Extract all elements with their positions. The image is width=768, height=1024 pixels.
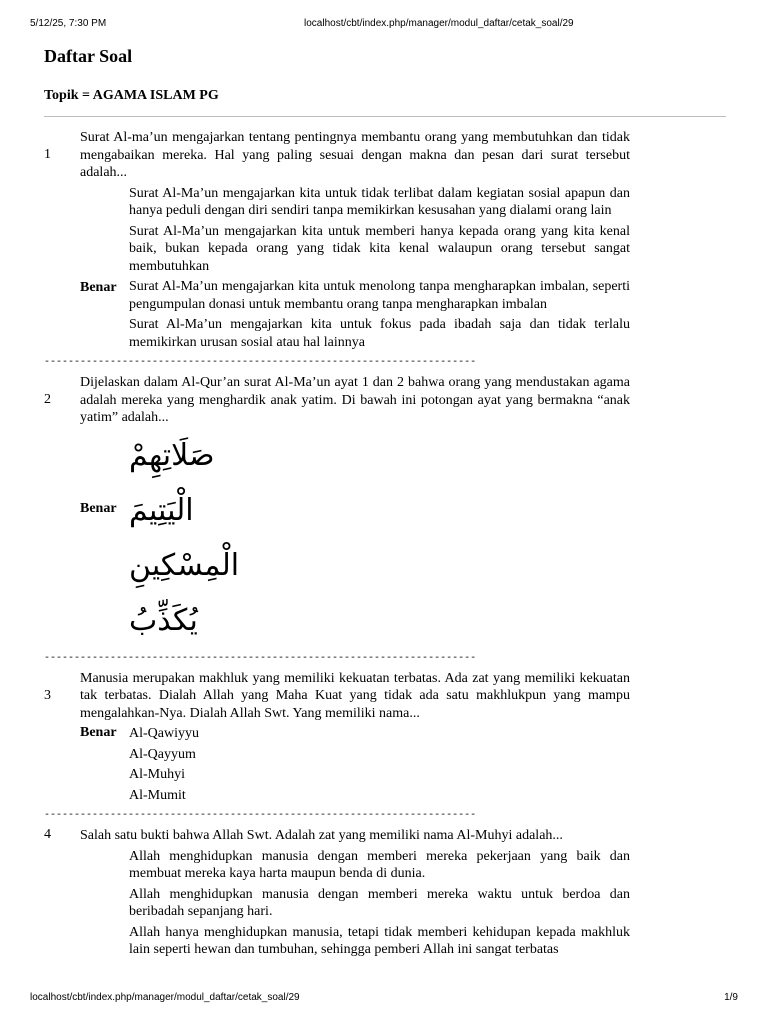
option [44, 540, 730, 592]
correct-label: Benar [80, 500, 117, 516]
footer-url: localhost/cbt/index.php/manager/modul_daftar/cetak_soal/29 [30, 992, 300, 1003]
option [44, 924, 730, 959]
option-text: Allah menghidupkan manusia dengan memberi mereka waktu untuk berdoa dan beribadah sepanjang hari. [129, 886, 630, 919]
question-text: Salah satu bukti bahwa Allah Swt. Adalah zat yang memiliki nama Al-Muhyi adalah... [80, 828, 563, 843]
question-number: 3 [44, 687, 51, 703]
arabic-calligraphy-image [129, 430, 229, 482]
option-correct [44, 485, 730, 537]
option-text: Allah hanya menghidupkan manusia, tetapi tidak memberi kehidupan kepada makhluk lain seperti hewan dan tumbuhan, sehingga pemberi Allah ini sangat terbatas [129, 924, 630, 957]
document-body [44, 40, 730, 959]
option [44, 316, 730, 351]
separator: ------------------------------------------------------------------------ [44, 810, 477, 821]
arabic-text: الْيَتِيمَ [129, 493, 194, 528]
option-correct [44, 725, 730, 743]
correct-label: Benar [80, 725, 117, 740]
option [44, 185, 730, 220]
option-text: Surat Al-Ma’un mengajarkan kita untuk fokus pada ibadah saja dan tidak terlalu memikirkan urusan sosial atau hal lainnya [129, 317, 630, 350]
print-url: localhost/cbt/index.php/manager/modul_daftar/cetak_soal/29 [304, 18, 574, 29]
question-text: Manusia merupakan makhluk yang memiliki kekuatan terbatas. Ada zat yang memiliki kekuatan tak terbatas. Dialah Allah yang Maha Kuat yang tidak ada satu makhlukpun yang mampu mengalahkan-Nya. Dialah Allah Swt. Yang memiliki nama... [80, 670, 630, 721]
option [44, 848, 730, 883]
separator: ------------------------------------------------------------------------ [44, 652, 477, 664]
page-number: 1/9 [724, 992, 738, 1003]
question-3 [44, 670, 730, 805]
option-text: Al-Qawiyyu [129, 726, 199, 741]
option [44, 746, 730, 764]
option-text: Surat Al-Ma’un mengajarkan kita untuk tidak terlibat dalam kegiatan sosial apapun dan hanya peduli dengan diri sendiri tanpa memikirkan kesusahan yang dialami orang lain [129, 185, 630, 218]
option-correct [44, 278, 730, 313]
question-text: Surat Al-ma’un mengajarkan tentang pentingnya membantu orang yang membutuhkan dan tidak mengabaikan mereka. Hal yang paling sesuai dengan makna dan pesan dari surat tersebut adalah... [80, 130, 630, 180]
divider [44, 116, 726, 117]
option [44, 223, 730, 276]
print-header [0, 18, 768, 32]
option [44, 430, 730, 482]
question-number: 4 [44, 827, 51, 842]
option-text: Surat Al-Ma’un mengajarkan kita untuk memberi hanya kepada orang yang kita kenal baik, bukan kepada orang yang tidak kita kenal walaupun orang tersebut sangat membutuhkan [129, 223, 630, 274]
print-datetime: 5/12/25, 7:30 PM [30, 18, 107, 29]
arabic-calligraphy-image [129, 485, 229, 537]
separator: ------------------------------------------------------------------------ [44, 357, 477, 368]
page-title: Daftar Soal [44, 46, 133, 66]
question-number: 1 [44, 147, 51, 162]
question-4 [44, 827, 730, 959]
option-text: Al-Muhyi [129, 767, 185, 782]
arabic-calligraphy-image [129, 540, 240, 592]
option [44, 886, 730, 921]
option-text: Allah menghidupkan manusia dengan memberi mereka pekerjaan yang baik dan membuat mereka kaya harta maupun benda di dunia. [129, 848, 630, 881]
option [44, 787, 730, 805]
question-text: Dijelaskan dalam Al-Qur’an surat Al-Ma’un ayat 1 dan 2 bahwa orang yang mendustakan agama adalah mereka yang menghardik anak yatim. Di bawah ini potongan ayat yang bermakna “anak yatim” adalah... [80, 375, 630, 425]
arabic-text: يُكَذِّبُ [129, 603, 198, 638]
question-1 [44, 129, 730, 351]
option-text: Al-Mumit [129, 787, 186, 803]
option [44, 595, 730, 647]
arabic-text: الْمِسْكِينِ [129, 548, 240, 583]
question-number: 2 [44, 392, 51, 407]
option [44, 766, 730, 784]
option-text: Surat Al-Ma’un mengajarkan kita untuk menolong tanpa mengharapkan imbalan, seperti pengumpulan donasi untuk membantu orang tanpa mengharapkan imbalan [129, 279, 630, 312]
topic-heading: Topik = AGAMA ISLAM PG [44, 88, 219, 103]
print-footer [0, 992, 768, 1006]
arabic-text: صَلَاتِهِمْ [129, 438, 215, 473]
option-text: Al-Qayyum [129, 746, 196, 762]
question-2 [44, 374, 730, 647]
arabic-calligraphy-image [129, 595, 229, 647]
correct-label: Benar [80, 280, 117, 295]
